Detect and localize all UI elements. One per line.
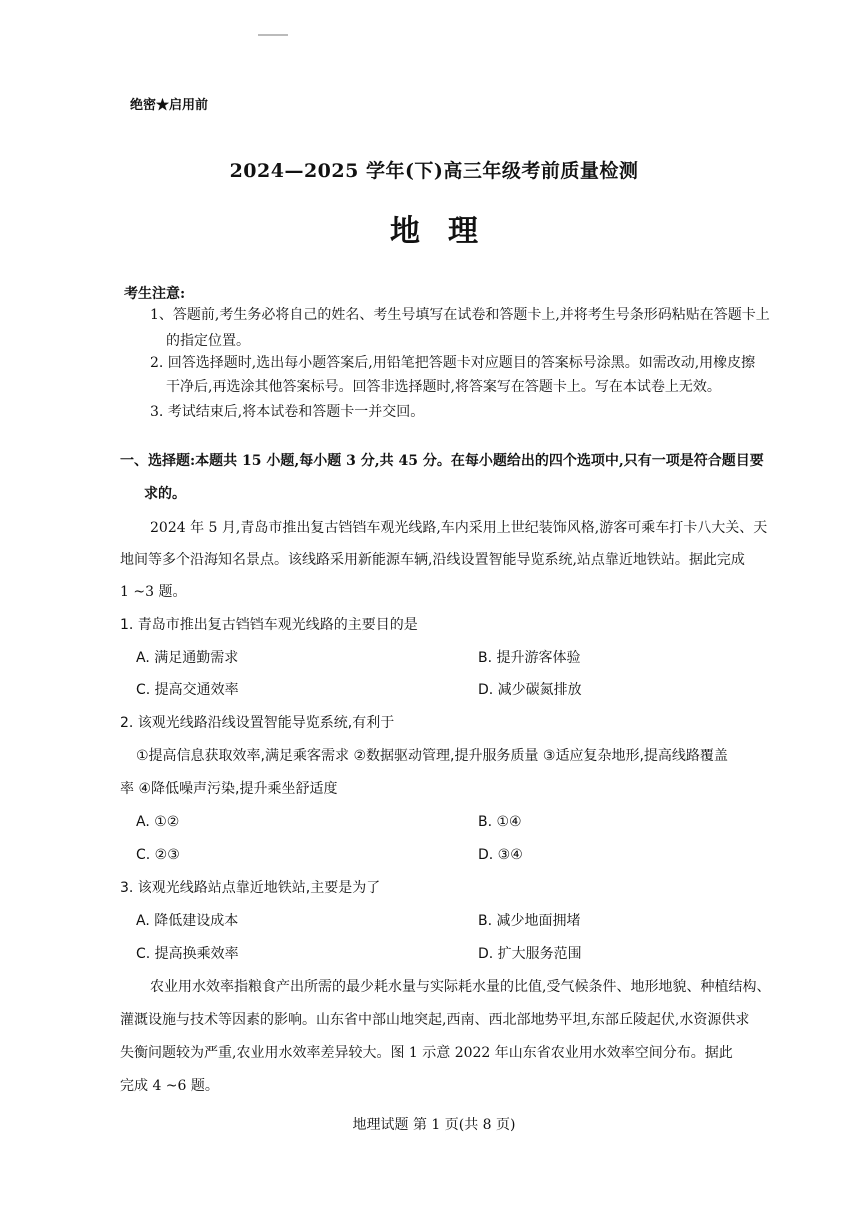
notice-item-2: 2. 回答选择题时,选出每小题答案后,用铅笔把答题卡对应题目的答案标号涂黑。如需改动,用橡皮擦 (150, 355, 756, 371)
passage-1-line-2: 地间等多个沿海知名景点。该线路采用新能源车辆,沿线设置智能导览系统,站点靠近地铁站。据此完成 (120, 552, 745, 568)
question-1-option-c: C. 提高交通效率 (136, 682, 239, 698)
section-1-instruction: 一、选择题:本题共 15 小题,每小题 3 分,共 45 分。在每小题给出的四个选项中,只有一项是符合题目要 (120, 453, 764, 469)
question-3-option-c: C. 提高换乘效率 (136, 946, 239, 962)
question-3-option-a: A. 降低建设成本 (136, 913, 239, 929)
passage-2-line-4: 完成 4 ~6 题。 (120, 1078, 219, 1094)
question-1-stem: 1. 青岛市推出复古铛铛车观光线路的主要目的是 (120, 617, 418, 633)
question-2-option-b: B. ①④ (478, 814, 522, 830)
scan-mark (258, 34, 288, 36)
confidential-label: 绝密★启用前 (130, 98, 209, 113)
notice-item-1: 1、答题前,考生务必将自己的姓名、考生号填写在试卷和答题卡上,并将考生号条形码粘贴在答题卡上 (150, 307, 770, 323)
question-2-statements: ①提高信息获取效率,满足乘客需求 ②数据驱动管理,提升服务质量 ③适应复杂地形,提高线路覆盖 (136, 748, 728, 764)
question-3-option-d: D. 扩大服务范围 (478, 946, 582, 962)
question-3-option-b: B. 减少地面拥堵 (478, 913, 581, 929)
passage-2-line-3: 失衡问题较为严重,农业用水效率差异较大。图 1 示意 2022 年山东省农业用水效率空间分布。据此 (120, 1045, 733, 1061)
question-1-option-b: B. 提升游客体验 (478, 650, 581, 666)
exam-title: 2024—2025 学年(下)高三年级考前质量检测 (229, 160, 639, 182)
question-2-option-c: C. ②③ (136, 847, 180, 863)
question-2-stem: 2. 该观光线路沿线设置智能导览系统,有利于 (120, 715, 395, 731)
question-3-stem: 3. 该观光线路站点靠近地铁站,主要是为了 (120, 880, 381, 896)
notice-item-2-cont: 干净后,再选涂其他答案标号。回答非选择题时,将答案写在答题卡上。写在本试卷上无效。 (166, 379, 721, 395)
notice-item-1-cont: 的指定位置。 (166, 333, 250, 349)
question-2-statements-cont: 率 ④降低噪声污染,提升乘坐舒适度 (120, 781, 338, 797)
passage-2-line-2: 灌溉设施与技术等因素的影响。山东省中部山地突起,西南、西北部地势平坦,东部丘陵起伏,水资源供求 (120, 1012, 750, 1028)
page-footer: 地理试题 第 1 页(共 8 页) (352, 1117, 516, 1133)
passage-1-line-1: 2024 年 5 月,青岛市推出复古铛铛车观光线路,车内采用上世纪装饰风格,游客可乘车打卡八大关、天 (150, 520, 768, 536)
question-1-option-d: D. 减少碳氮排放 (478, 682, 582, 698)
notice-heading: 考生注意: (124, 286, 186, 302)
notice-item-3: 3. 考试结束后,将本试卷和答题卡一并交回。 (150, 404, 425, 420)
question-2-option-a: A. ①② (136, 814, 180, 830)
passage-1-line-3: 1 ~3 题。 (120, 584, 187, 600)
subject-title: 地理 (390, 214, 506, 249)
question-2-option-d: D. ③④ (478, 847, 523, 863)
section-1-instruction-cont: 求的。 (144, 486, 186, 502)
passage-2-line-1: 农业用水效率指粮食产出所需的最少耗水量与实际耗水量的比值,受气候条件、地形地貌、种植结构、 (150, 979, 771, 995)
question-1-option-a: A. 满足通勤需求 (136, 650, 239, 666)
